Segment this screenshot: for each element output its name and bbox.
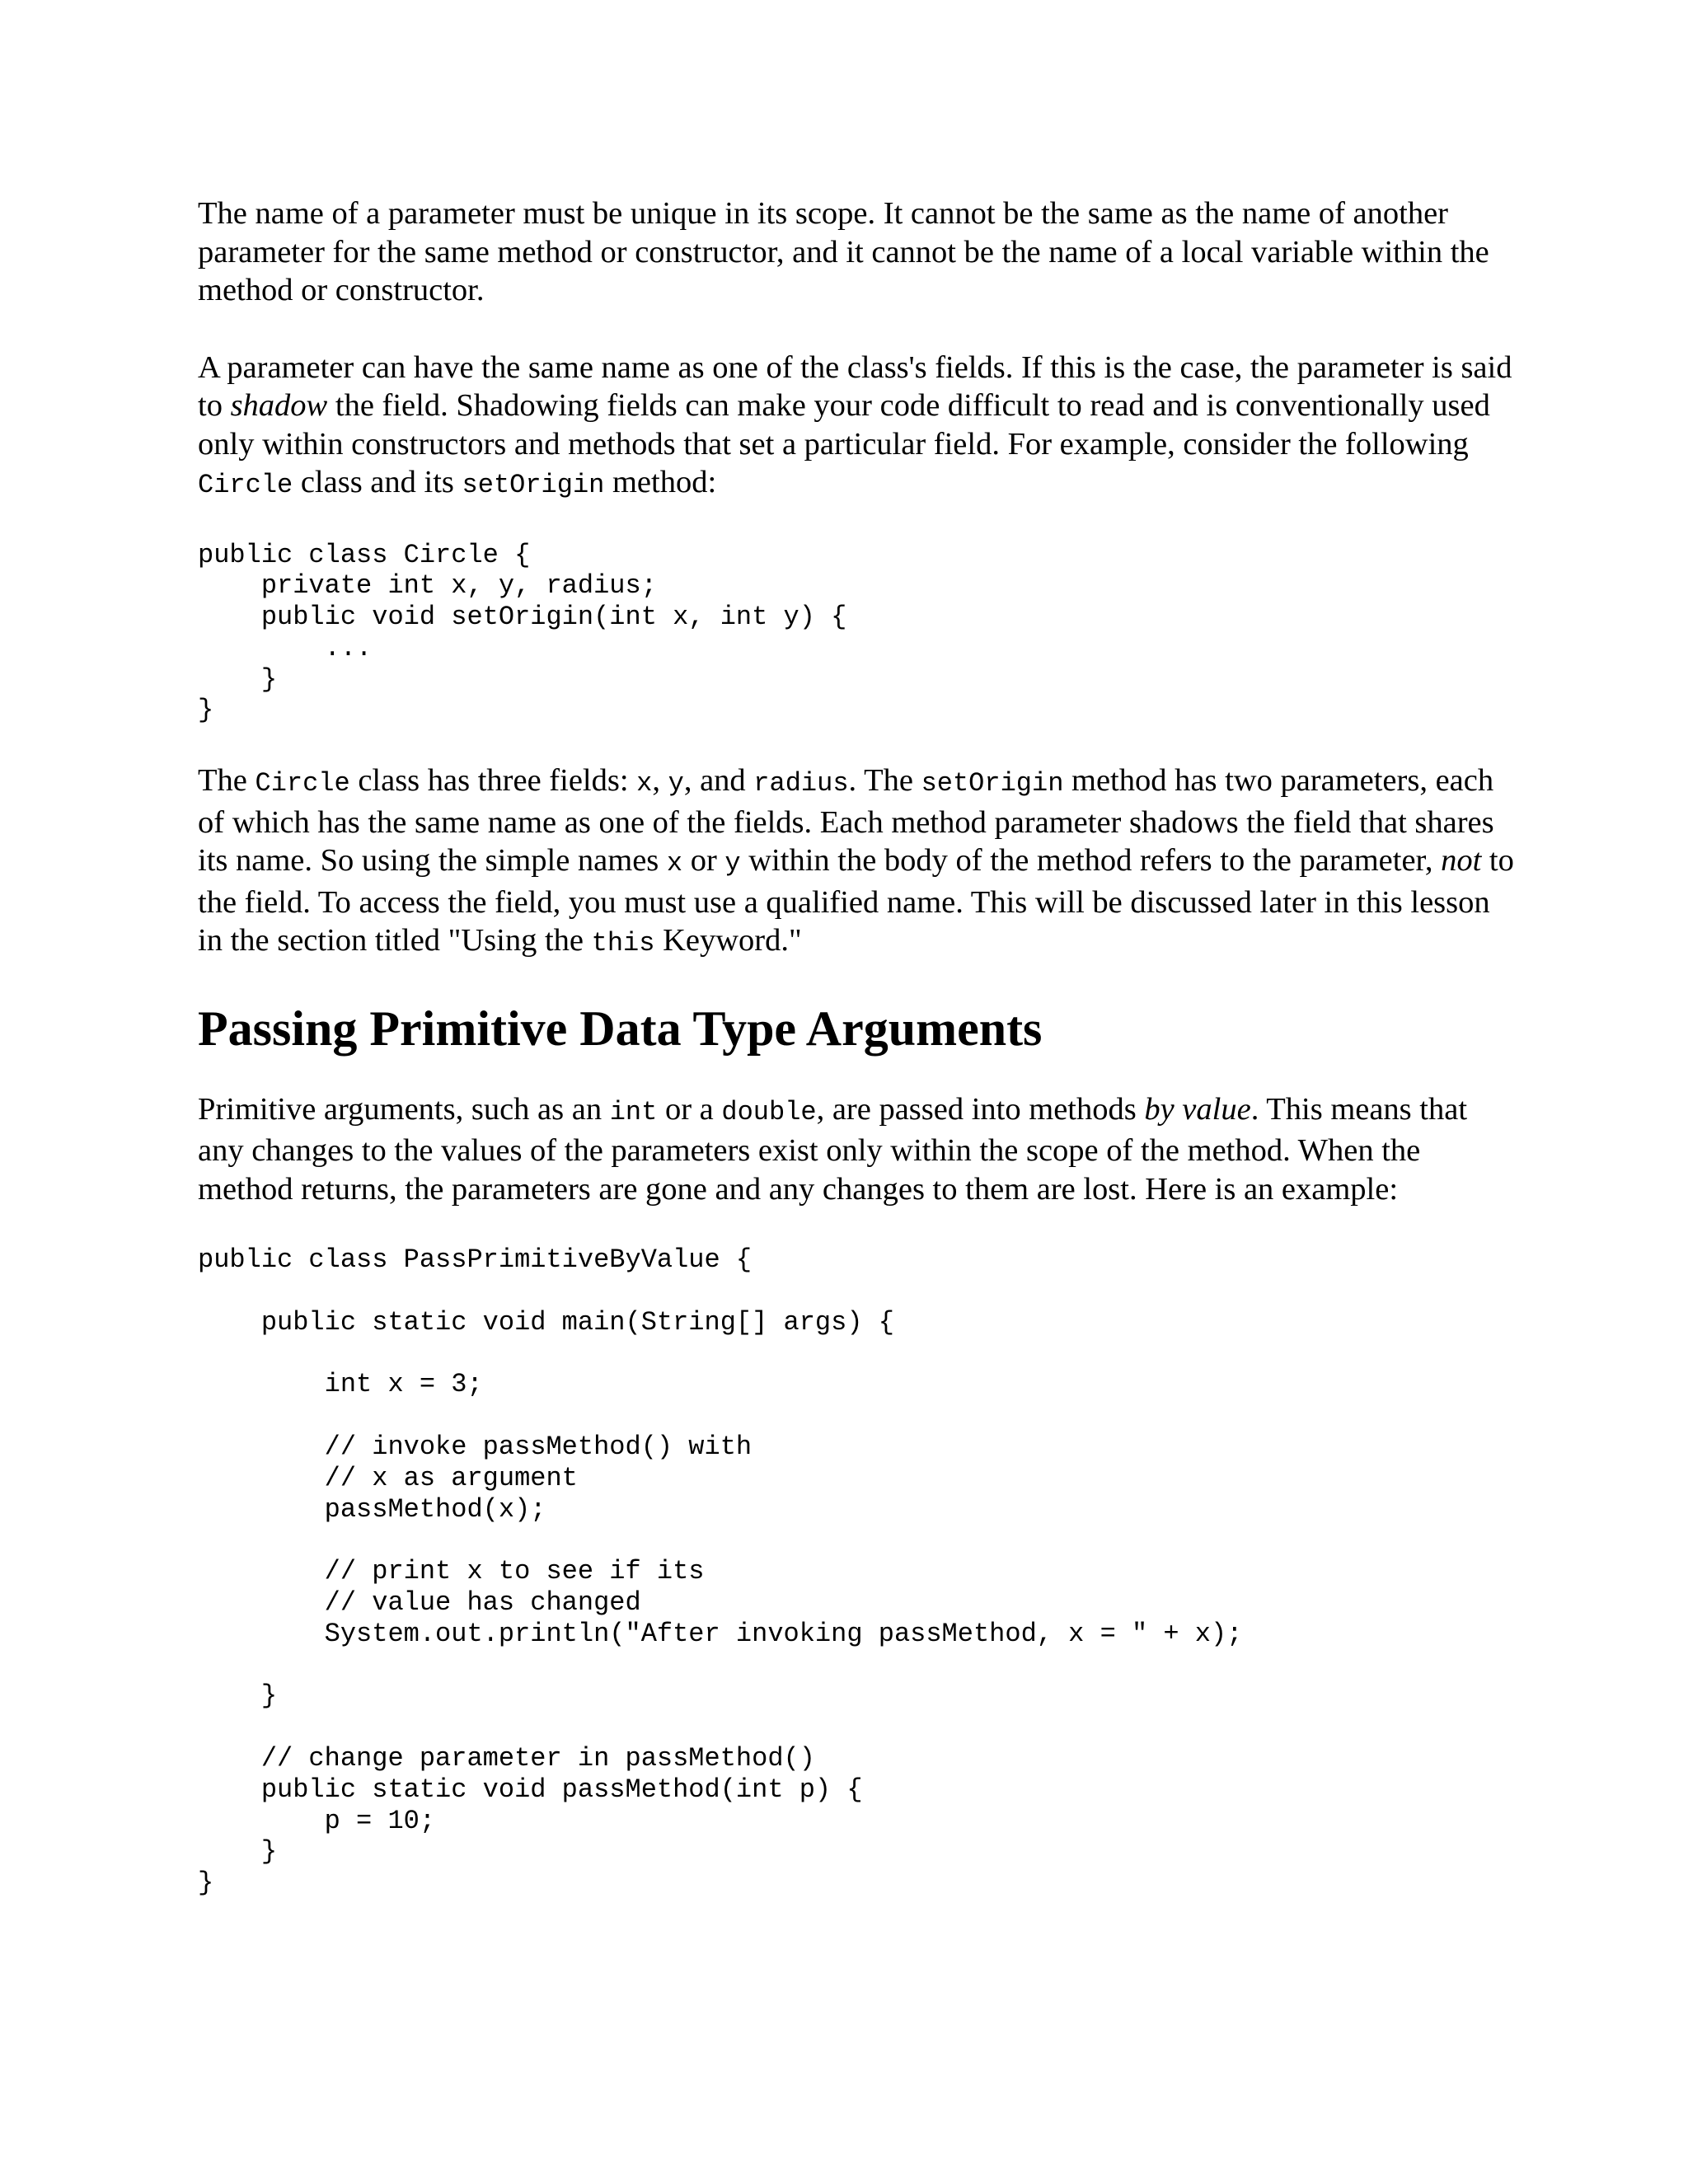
inline-code-circle: Circle bbox=[255, 768, 350, 799]
paragraph-text: . This means that any changes to the values of the parameters exist only within the scope of the method. When the method returns, the parameters are gone and any changes to them are lost. Here is an example: bbox=[198, 1091, 1468, 1207]
inline-code-int: int bbox=[609, 1096, 658, 1127]
paragraph-text: , bbox=[652, 763, 668, 799]
paragraph-text: The bbox=[198, 763, 256, 799]
paragraph-primitive-arguments bbox=[198, 1090, 1517, 1209]
inline-code-circle: Circle bbox=[198, 470, 293, 500]
paragraph-text: within the body of the method refers to the parameter, bbox=[740, 843, 1442, 879]
emphasis-not: not bbox=[1441, 843, 1482, 879]
paragraph-text: method has two parameters, each of which has the same name as one of the fields. Each method parameter shadows the field that shares its name. So using the simple names bbox=[198, 763, 1494, 879]
emphasis-by-value: by value bbox=[1144, 1091, 1251, 1127]
paragraph-parameter-name-uniqueness bbox=[198, 194, 1517, 310]
code-block-circle-class: public class Circle { private int x, y, radius; public void setOrigin(int x, int y) { ... } } bbox=[198, 539, 847, 726]
paragraph-text: . The bbox=[848, 763, 921, 799]
inline-code-setorigin: setOrigin bbox=[921, 768, 1064, 799]
inline-code-setorigin: setOrigin bbox=[462, 470, 605, 500]
inline-code-radius: radius bbox=[753, 768, 849, 799]
paragraph-text: Primitive arguments, such as an bbox=[198, 1091, 610, 1127]
paragraph-circle-fields bbox=[198, 762, 1517, 963]
inline-code-y: y bbox=[668, 768, 684, 799]
inline-code-double: double bbox=[721, 1096, 817, 1127]
paragraph-text: method: bbox=[604, 465, 717, 499]
paragraph-text: , are passed into methods bbox=[816, 1091, 1145, 1127]
inline-code-x: x bbox=[636, 768, 653, 799]
paragraph-text: class has three fields: bbox=[349, 763, 637, 799]
paragraph-text: A parameter can have the same name as one of the class's fields. If this is the case, the parameter is said to bbox=[198, 349, 1512, 423]
paragraph-text: or bbox=[682, 843, 725, 879]
paragraph-parameter-shadowing bbox=[198, 349, 1517, 505]
paragraph-text: The name of a parameter must be unique in its scope. It cannot be the same as the name of another parameter for the same method or constructor, and it cannot be the name of a local variable within the method or constructor. bbox=[198, 196, 1489, 307]
code-block-pass-primitive-by-value: public class PassPrimitiveByValue { public static void main(String[] args) { int x = 3; // invoke passMethod() with // x as argument passMethod(x); // print x to see if its // value has changed System.out.println("After invoking passMethod, x = " + x); } // change parameter in passMethod() public static void passMethod(int p) { p = 10; } } bbox=[198, 1244, 1243, 1899]
paragraph-text: the field. Shadowing fields can make your code difficult to read and is conventionally used only within constructors and methods that set a particular field. For example, consider the following bbox=[198, 388, 1490, 462]
document-page bbox=[198, 194, 1517, 1899]
section-heading: Passing Primitive Data Type Arguments bbox=[198, 1001, 1043, 1056]
inline-code-x: x bbox=[666, 848, 683, 879]
paragraph-text: class and its bbox=[293, 465, 462, 499]
inline-code-y: y bbox=[724, 848, 741, 879]
paragraph-text: , and bbox=[683, 763, 754, 799]
emphasis-shadow: shadow bbox=[230, 388, 328, 423]
paragraph-text: Keyword." bbox=[654, 923, 802, 958]
paragraph-text: or a bbox=[657, 1091, 722, 1127]
paragraph-text: to the field. To access the field, you must use a qualified name. This will be discussed later in this lesson in the section titled "Using the bbox=[198, 843, 1514, 958]
inline-code-this: this bbox=[591, 928, 655, 959]
